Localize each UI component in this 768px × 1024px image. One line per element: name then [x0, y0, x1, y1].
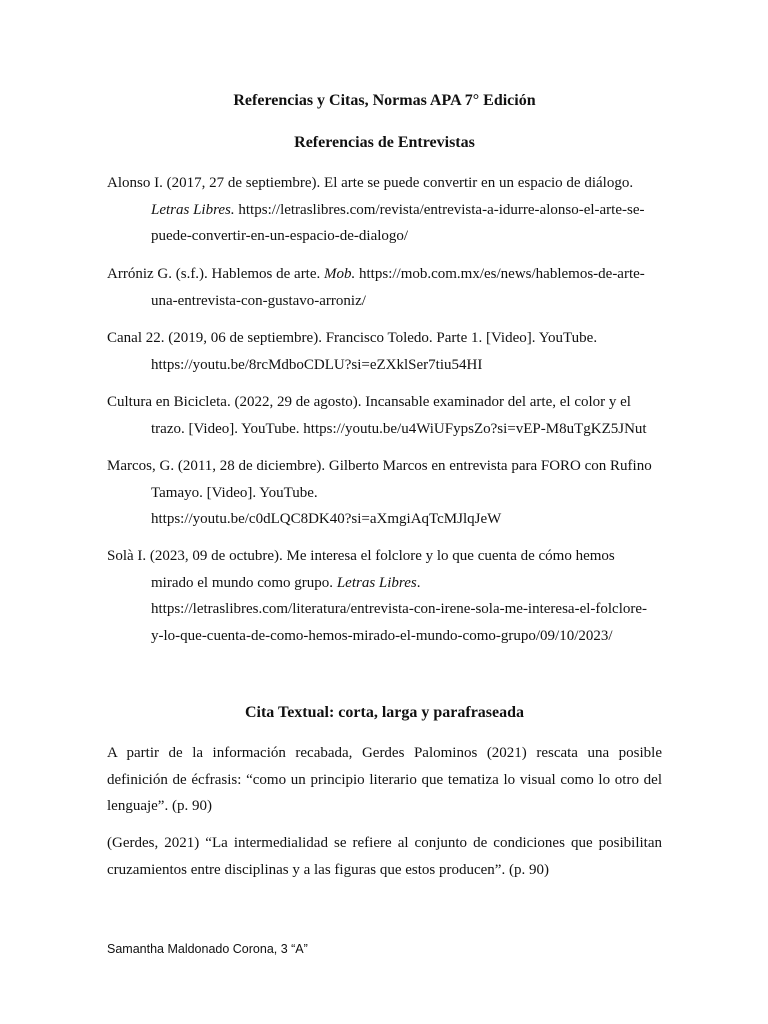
reference-text: mirado el mundo como grupo.: [151, 574, 337, 591]
source-italic: Mob.: [324, 266, 356, 282]
document-title: Referencias y Citas, Normas APA 7° Edición: [233, 92, 536, 109]
reference-url: https://mob.com.mx/es/news/hablemos-de-arte-: [355, 266, 645, 282]
reference-text: Arróniz G. (s.f.). Hablemos de arte.: [107, 266, 325, 282]
reference-line: puede-convertir-en-un-espacio-de-dialogo/: [151, 228, 409, 244]
source-italic: Letras Libres.: [151, 201, 235, 218]
reference-line: https://youtu.be/8rcMdboCDLU?si=eZXklSer7tiu54HI: [151, 356, 483, 373]
reference-entry: [107, 325, 662, 378]
reference-entry: [107, 170, 662, 250]
paragraph-citation-short: A partir de la información recabada, Gerdes Palominos (2021) rescata una posible definición de écfrasis: “como un principio literario que tematiza lo visual como lo otro del lenguaje”. (p. 90): [107, 745, 662, 814]
reference-line: [107, 197, 662, 224]
section-heading-citations: Cita Textual: corta, larga y parafraseada: [244, 704, 525, 721]
reference-line: Canal 22. (2019, 06 de septiembre). Francisco Toledo. Parte 1. [Video]. YouTube.: [107, 330, 598, 346]
reference-text: .: [416, 574, 421, 591]
reference-line: Tamayo. [Video]. YouTube.: [151, 484, 318, 501]
section-heading-references: Referencias de Entrevistas: [294, 134, 475, 151]
reference-line: Alonso I. (2017, 27 de septiembre). El arte se puede convertir en un espacio de diálogo.: [107, 175, 634, 191]
reference-line: [107, 570, 662, 597]
reference-line: https://letraslibres.com/literatura/entrevista-con-irene-sola-me-interesa-el-folclore-: [151, 601, 648, 617]
reference-line: https://youtu.be/c0dLQC8DK40?si=aXmgiAqTcMJlqJeW: [151, 511, 502, 527]
source-italic: Letras Libres: [336, 574, 417, 591]
reference-entry: [107, 261, 662, 314]
reference-line: y-lo-que-cuenta-de-como-hemos-mirado-el-mundo-como-grupo/09/10/2023/: [151, 627, 613, 644]
reference-entry: [107, 389, 662, 442]
page-footer: Samantha Maldonado Corona, 3 “A”: [107, 942, 308, 956]
paragraph-citation-long: (Gerdes, 2021) “La intermedialidad se refiere al conjunto de condiciones que posibilitan cruzamientos entre disciplinas y a las figuras que estos producen”. (p. 90): [107, 835, 662, 878]
reference-url: https://letraslibres.com/revista/entrevista-a-idurre-alonso-el-arte-se-: [234, 201, 645, 218]
reference-line: trazo. [Video]. YouTube. https://youtu.be/u4WiUFypsZo?si=vEP-M8uTgKZ5JNut: [151, 420, 647, 437]
reference-line: Cultura en Bicicleta. (2022, 29 de agosto). Incansable examinador del arte, el color y el: [107, 394, 631, 410]
reference-line: Marcos, G. (2011, 28 de diciembre). Gilberto Marcos en entrevista para FORO con Rufino: [107, 458, 652, 474]
reference-line: una-entrevista-con-gustavo-arroniz/: [151, 292, 366, 309]
reference-line: [107, 261, 662, 288]
reference-entry: [107, 453, 662, 533]
reference-entry: [107, 543, 662, 649]
reference-line: Solà I. (2023, 09 de octubre). Me interesa el folclore y lo que cuenta de cómo hemos: [107, 548, 615, 564]
